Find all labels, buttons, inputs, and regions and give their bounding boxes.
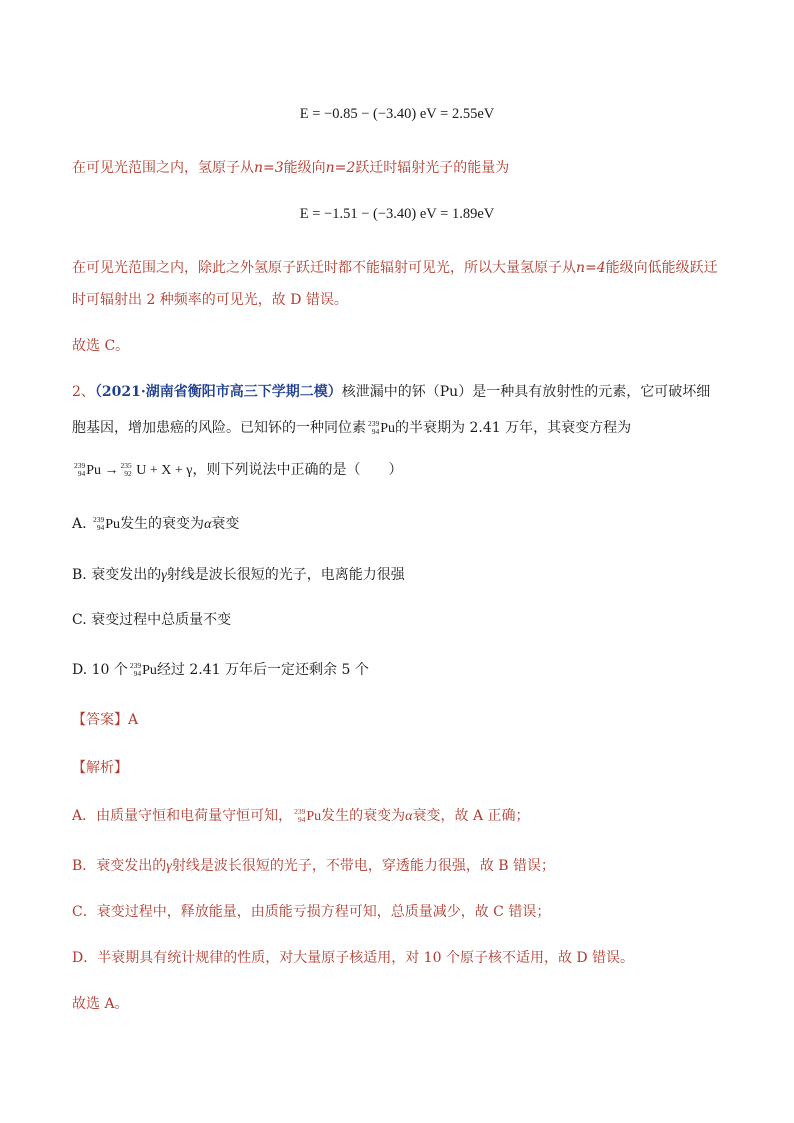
equation-energy-2: E = −1.51 − (−3.40) eV = 1.89eV — [299, 206, 495, 222]
analysis-c: C．衰变过程中，释放能量，由质能亏损方程可知，总质量减少，故 C 错误； — [72, 904, 551, 920]
u-nuclide: 235 92 — [120, 461, 132, 478]
choose-c: 故选 C。 — [72, 338, 130, 354]
line-n3-transition: 在可见光范围之内，氢原子从n=3能级向n=2跃迁时辐射光子的能量为 — [72, 160, 510, 176]
para-visible-light-l2: 时可辐射出 2 种频率的可见光，故 D 错误。 — [72, 292, 348, 308]
question-2-line-1: 2、（2021·湖南省衡阳市高三下学期二模）核泄漏中的钚（Pu）是一种具有放射性的元素，它可破坏细 — [72, 384, 711, 400]
option-d: D. 10 个 239 94 Pu经过 2.41 万年后一定还剩余 5 个 — [72, 661, 369, 678]
option-b: B. 衰变发出的γ射线是波长很短的光子，电离能力很强 — [72, 567, 405, 583]
question-2-line-3: 239 94 Pu → 235 92 U + X + γ，则下列说法中正确的是（ ） — [74, 461, 403, 478]
question-2-line-2: 胞基因，增加患癌的风险。已知钚的一种同位素 239 94 Pu的半衰期为 2.41 万年，其衰变方程为 — [72, 419, 632, 436]
pu-nuclide: 239 94 — [74, 461, 86, 478]
analysis-label: 【解析】 — [72, 760, 128, 776]
pu-nuclide: 239 94 — [93, 515, 105, 532]
analysis-a: A．由质量守恒和电荷量守恒可知， 239 94 Pu发生的衰变为α衰变，故 A 正确； — [72, 807, 530, 824]
equation-energy-1: E = −0.85 − (−3.40) eV = 2.55eV — [299, 106, 495, 122]
option-c: C. 衰变过程中总质量不变 — [72, 612, 232, 628]
option-a: A. 239 94 Pu发生的衰变为α衰变 — [72, 515, 240, 532]
para-visible-light-l1: 在可见光范围之内，除此之外氢原子跃迁时都不能辐射可见光，所以大量氢原子从n=4能级向低能级跃迁 — [72, 260, 718, 276]
pu-nuclide: 239 94 — [129, 661, 142, 678]
analysis-b: B．衰变发出的γ射线是波长很短的光子，不带电，穿透能力很强，故 B 错误； — [72, 858, 556, 874]
question-source: （2021·湖南省衡阳市高三下学期二模） — [94, 384, 342, 400]
analysis-d: D．半衰期具有统计规律的性质，对大量原子核适用，对 10 个原子核不适用，故 D 错误。 — [72, 950, 635, 966]
answer: 【答案】A — [72, 712, 139, 728]
choose-a: 故选 A。 — [72, 996, 129, 1012]
pu-nuclide: 239 94 — [294, 807, 306, 824]
pu-nuclide: 239 94 — [368, 419, 380, 436]
